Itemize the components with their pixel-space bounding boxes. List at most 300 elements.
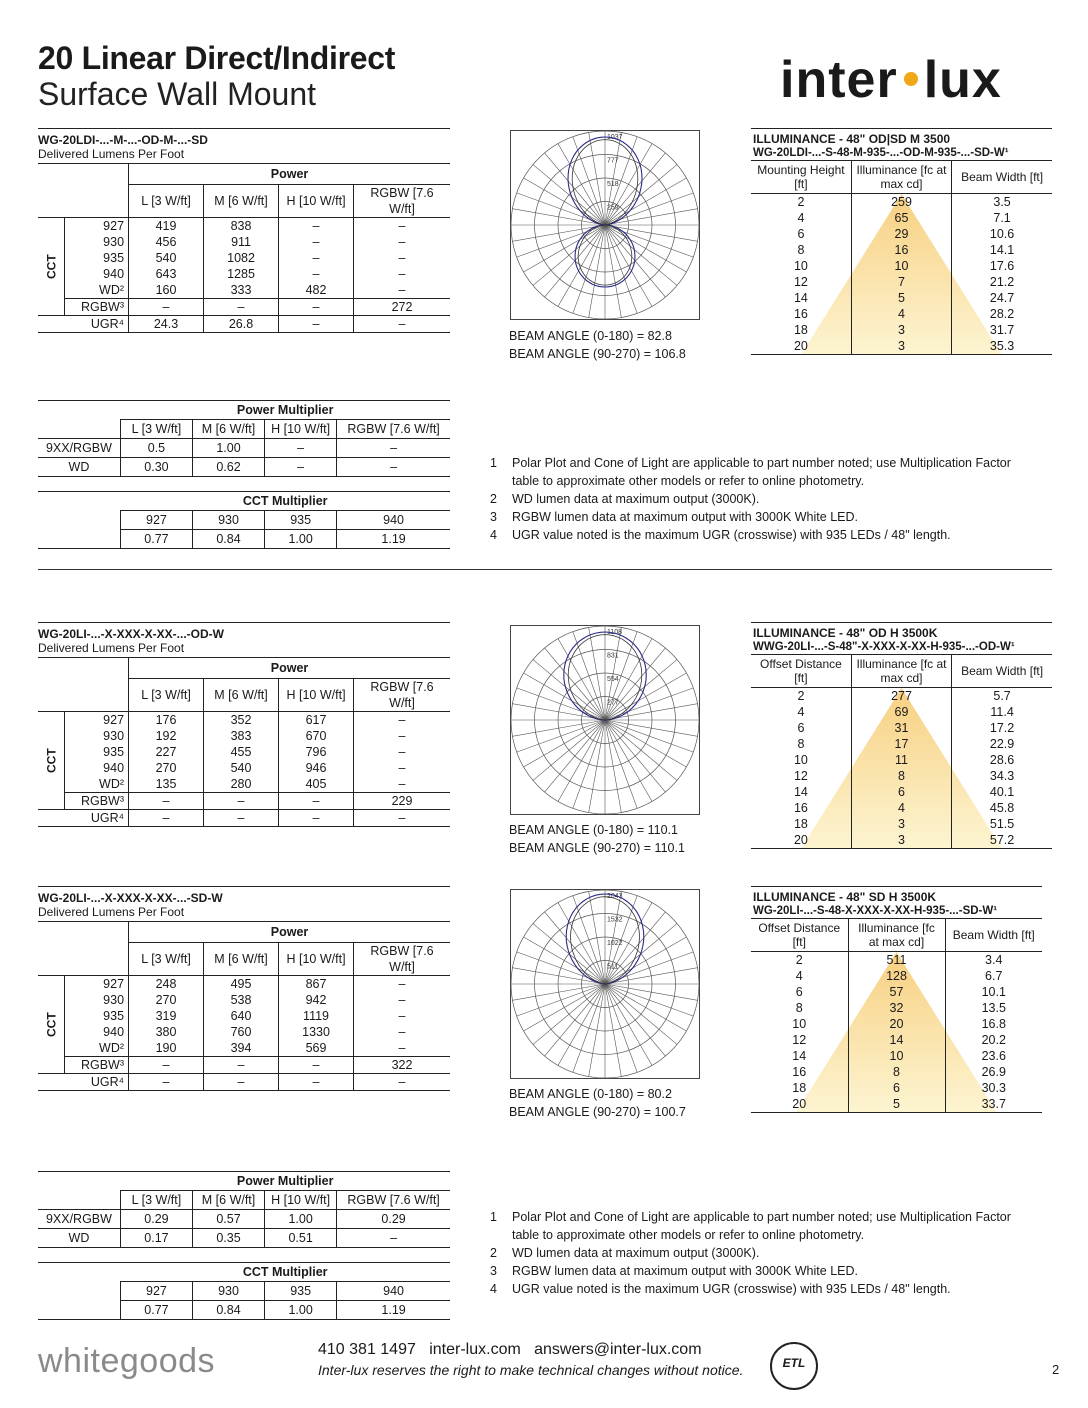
cell: 18: [792, 1081, 807, 1095]
table-row: [38, 760, 450, 776]
table-row: [751, 226, 1052, 242]
cell: 11: [851, 752, 951, 768]
table-row: [38, 1057, 450, 1074]
footnote-text: WD lumen data at maximum output (3000K).: [512, 492, 760, 506]
table-subtitle: Delivered Lumens Per Foot: [38, 905, 185, 919]
table-row: [751, 290, 1052, 306]
cell: 4: [797, 705, 805, 719]
cell: 20.2: [945, 1032, 1042, 1048]
table-row: [751, 816, 1052, 832]
cell: 5: [851, 290, 951, 306]
cell: 12: [793, 769, 808, 783]
cell: –: [354, 712, 450, 729]
table-row: [751, 194, 1052, 211]
cct-value: 930: [192, 1282, 264, 1301]
cell: 270: [129, 992, 204, 1008]
cell: –: [204, 1074, 279, 1091]
column-header: Beam Width [ft]: [945, 919, 1042, 952]
cell: –: [279, 793, 354, 810]
row-label: 935: [64, 1008, 128, 1024]
cct-value: 935: [265, 1282, 337, 1301]
cell: –: [129, 1057, 204, 1074]
cell: –: [354, 744, 450, 760]
row-label: 935: [64, 744, 128, 760]
illuminance-table-od-sd: [751, 128, 1052, 355]
cell: 69: [851, 704, 951, 720]
cell: 18: [793, 323, 808, 337]
footnote: [490, 1244, 1040, 1262]
row-label: RGBW³: [64, 299, 128, 316]
power-multiplier-title: Power Multiplier: [120, 401, 450, 420]
row-label: 927: [64, 976, 128, 993]
cct-multiplier: 1.00: [265, 530, 337, 549]
table-row: [751, 242, 1052, 258]
cell: –: [354, 992, 450, 1008]
cell: 40.1: [952, 784, 1052, 800]
table-header: [38, 622, 450, 655]
cell: 3: [851, 832, 951, 849]
row-label: 927: [64, 218, 128, 235]
cell: 229: [354, 793, 450, 810]
cell: 28.2: [952, 306, 1052, 322]
cell: 511: [848, 952, 945, 969]
column-header: L [3 W/ft]: [129, 943, 204, 976]
multiplier-tables-sd: [38, 1171, 450, 1320]
cell: 405: [279, 776, 354, 793]
footnotes-bottom: [490, 1208, 1040, 1298]
cell: 867: [279, 976, 354, 993]
cell: –: [337, 1229, 450, 1248]
row-label: 940: [64, 1024, 128, 1040]
footnotes-top: [490, 454, 1040, 544]
cct-multiplier-title: CCT Multiplier: [120, 1263, 450, 1282]
cell: 0.51: [265, 1229, 337, 1248]
cell: –: [265, 458, 337, 477]
table-row: [38, 1008, 450, 1024]
cell: 1.00: [192, 439, 264, 458]
footnote: [490, 490, 1040, 508]
table-row: [751, 952, 1042, 969]
section-divider: [38, 569, 1052, 570]
cell: 20: [792, 1097, 807, 1111]
cell: 8: [795, 1001, 803, 1015]
cell: 16: [792, 1065, 807, 1079]
table-row: [751, 1016, 1042, 1032]
cell: 482: [279, 282, 354, 299]
footnote-text: UGR value noted is the maximum UGR (crosswise) with 935 LEDs / 48" length.: [512, 1282, 951, 1296]
footnote-number: 4: [490, 528, 497, 542]
beam-angles-od: [509, 821, 685, 857]
cell: 322: [354, 1057, 450, 1074]
column-header: Offset Distance [ft]: [758, 921, 841, 949]
cell: 14: [793, 291, 808, 305]
table-row: [38, 1229, 450, 1248]
cct-value: 927: [120, 511, 192, 530]
model-number: WG-20LI-...-X-XXX-X-XX-...-OD-W: [38, 627, 224, 641]
cct-multiplier-table: [38, 1262, 450, 1320]
cell: 17: [851, 736, 951, 752]
cell: 280: [204, 776, 279, 793]
cell: –: [354, 810, 450, 827]
row-label: 9XX/RGBW: [45, 1212, 112, 1226]
cell: 6: [797, 721, 805, 735]
cell: 248: [129, 976, 204, 993]
cell: –: [354, 1040, 450, 1057]
row-label: 930: [64, 992, 128, 1008]
beam-angle-0-180: BEAM ANGLE (0-180) = 80.2: [509, 1087, 672, 1101]
cell: 946: [279, 760, 354, 776]
cct-value: 940: [337, 1282, 450, 1301]
cell: 455: [204, 744, 279, 760]
cell: 31.7: [952, 322, 1052, 338]
row-label: UGR⁴: [64, 316, 128, 333]
polar-scale-label: 518: [607, 181, 619, 188]
cell: 16: [793, 307, 808, 321]
logo-dot-icon: [904, 72, 918, 86]
cell: 569: [279, 1040, 354, 1057]
table-row: [751, 1048, 1042, 1064]
column-header: Mounting Height [ft]: [757, 163, 845, 191]
table-row: [38, 976, 450, 993]
cell: –: [354, 234, 450, 250]
cell: 35.3: [952, 338, 1052, 355]
cell: 227: [129, 744, 204, 760]
footnote-number: 1: [490, 456, 497, 470]
cell: –: [129, 299, 204, 316]
cct-label: CCT: [38, 976, 64, 1074]
cell: 190: [129, 1040, 204, 1057]
row-label: RGBW³: [64, 793, 128, 810]
column-header: H [10 W/ft]: [279, 679, 354, 712]
illuminance-header: [751, 887, 1042, 918]
footnote-number: 3: [490, 510, 497, 524]
cct-label: CCT: [38, 218, 64, 316]
row-label: 940: [64, 266, 128, 282]
cell: 65: [851, 210, 951, 226]
cell: 540: [204, 760, 279, 776]
cell: 6.7: [945, 968, 1042, 984]
table-row: [38, 1024, 450, 1040]
table-row: [38, 810, 450, 827]
cell: 51.5: [952, 816, 1052, 832]
polar-candela-plot: [510, 889, 700, 1079]
footnote-text: Polar Plot and Cone of Light are applicable to part number noted; use Multiplication Factor table to approximate other models or refer to online photometry.: [512, 456, 1011, 488]
beam-angle-90-270: BEAM ANGLE (90-270) = 100.7: [509, 1105, 686, 1119]
cell: –: [279, 1057, 354, 1074]
footnote: [490, 1280, 1040, 1298]
illuminance-header: [751, 623, 1052, 654]
cell: 20: [793, 339, 808, 353]
cell: 333: [204, 282, 279, 299]
cell: 1119: [279, 1008, 354, 1024]
table-row: [751, 768, 1052, 784]
table-row: [38, 439, 450, 458]
cell: 838: [204, 218, 279, 235]
cell: 0.29: [120, 1210, 192, 1229]
table-row: [38, 250, 450, 266]
cell: –: [354, 776, 450, 793]
illuminance-title: ILLUMINANCE - 48" SD H 3500K: [753, 890, 937, 904]
page-number: 2: [1052, 1362, 1060, 1377]
illuminance-model: WWG-20LI-...-S-48"-X-XXX-X-XX-H-935-...-OD-W¹: [753, 641, 1015, 653]
cell: 28.6: [952, 752, 1052, 768]
polar-scale-label: 1108: [607, 629, 623, 636]
polar-scale-label: 2043: [607, 893, 623, 900]
cell: 2: [797, 195, 805, 209]
cell: –: [279, 234, 354, 250]
cell: 495: [204, 976, 279, 993]
etl-certification-icon: [770, 1342, 818, 1390]
cell: 6: [848, 1080, 945, 1096]
table-row: [38, 316, 450, 333]
row-label: 927: [64, 712, 128, 729]
column-header: Illuminance [fc at max cd]: [848, 919, 945, 952]
row-label: 935: [64, 250, 128, 266]
table-subtitle: Delivered Lumens Per Foot: [38, 641, 185, 655]
cell: 8: [797, 243, 805, 257]
column-header: RGBW [7.6 W/ft]: [354, 185, 450, 218]
cct-multiplier: 0.84: [192, 530, 264, 549]
table-row: [751, 704, 1052, 720]
cct-value: 930: [192, 511, 264, 530]
cell: –: [129, 1074, 204, 1091]
cell: 30.3: [945, 1080, 1042, 1096]
cell: 5: [848, 1096, 945, 1113]
lumens-grid: [38, 657, 450, 827]
column-header: M [6 W/ft]: [204, 185, 279, 218]
cell: 23.6: [945, 1048, 1042, 1064]
illuminance-table-sd: [751, 886, 1042, 1113]
table-row: [751, 800, 1052, 816]
power-header: Power: [129, 658, 450, 679]
column-header: H [10 W/ft]: [279, 185, 354, 218]
cell: 16: [793, 801, 808, 815]
cell: 6: [851, 784, 951, 800]
power-header: Power: [129, 164, 450, 185]
table-row: [751, 784, 1052, 800]
cell: 277: [851, 688, 951, 705]
power-multiplier-table: [38, 400, 450, 477]
table-row: [38, 458, 450, 477]
column-header: H [10 W/ft]: [279, 943, 354, 976]
table-row: [38, 1074, 450, 1091]
cell: 176: [129, 712, 204, 729]
cell: 16.8: [945, 1016, 1042, 1032]
polar-scale-label: 277: [607, 699, 619, 707]
column-header: Beam Width [ft]: [952, 655, 1052, 688]
table-row: [751, 832, 1052, 849]
polar-scale-label: 511: [607, 963, 619, 971]
cell: 11.4: [952, 704, 1052, 720]
table-row: [38, 793, 450, 810]
table-row: [751, 968, 1042, 984]
footnote-text: RGBW lumen data at maximum output with 3000K White LED.: [512, 1264, 858, 1278]
column-header: Beam Width [ft]: [952, 161, 1052, 194]
cell: 2: [797, 689, 805, 703]
cell: 270: [129, 760, 204, 776]
cell: 12: [792, 1033, 807, 1047]
logo-left: inter: [780, 51, 898, 109]
table-row: [38, 218, 450, 235]
cct-multiplier: 0.84: [192, 1301, 264, 1320]
beam-angles-od-sd: [509, 327, 686, 363]
cell: –: [354, 1008, 450, 1024]
cell: 5.7: [952, 688, 1052, 705]
power-multiplier-title: Power Multiplier: [120, 1172, 450, 1191]
table-row: [38, 992, 450, 1008]
cct-multiplier-title: CCT Multiplier: [120, 492, 450, 511]
cell: 7: [851, 274, 951, 290]
model-number: WG-20LDI-...-M-...-OD-M-...-SD: [38, 133, 208, 147]
footnote: [490, 1262, 1040, 1280]
cell: 8: [797, 737, 805, 751]
table-row: [751, 258, 1052, 274]
cell: 10.6: [952, 226, 1052, 242]
footnote-text: Polar Plot and Cone of Light are applicable to part number noted; use Multiplication Factor table to approximate other models or refer to online photometry.: [512, 1210, 1011, 1242]
power-multiplier-table: [38, 1171, 450, 1248]
cell: –: [204, 299, 279, 316]
cell: 45.8: [952, 800, 1052, 816]
cell: 14: [792, 1049, 807, 1063]
row-label: UGR⁴: [64, 810, 128, 827]
row-label: UGR⁴: [64, 1074, 128, 1091]
polar-scale-label: 1532: [607, 916, 623, 924]
cell: 20: [793, 833, 808, 847]
column-header: RGBW [7.6 W/ft]: [337, 1191, 450, 1210]
polar-scale-label: 1022: [607, 940, 623, 947]
lumens-table-od: [38, 622, 450, 827]
cell: 540: [129, 250, 204, 266]
cell: 3.5: [952, 194, 1052, 211]
column-header: H [10 W/ft]: [265, 420, 337, 439]
cell: –: [279, 299, 354, 316]
column-header: L [3 W/ft]: [129, 679, 204, 712]
lumens-table-sd: [38, 886, 450, 1091]
cell: 10: [793, 753, 808, 767]
cell: 4: [795, 969, 803, 983]
footnote: [490, 508, 1040, 526]
cell: 942: [279, 992, 354, 1008]
cell: –: [354, 250, 450, 266]
footnote-number: 3: [490, 1264, 497, 1278]
cell: –: [354, 1074, 450, 1091]
polar-plot-od: [510, 625, 700, 815]
cell: –: [279, 810, 354, 827]
contact-line: 410 381 1497 inter-lux.com answers@inter-lux.com: [318, 1341, 702, 1358]
cct-value: 940: [337, 511, 450, 530]
footnote-number: 2: [490, 492, 497, 506]
beam-angle-90-270: BEAM ANGLE (90-270) = 106.8: [509, 347, 686, 361]
cell: –: [129, 810, 204, 827]
cell: 796: [279, 744, 354, 760]
footnote: [490, 526, 1040, 544]
cell: 6: [797, 227, 805, 241]
table-row: [38, 266, 450, 282]
cell: –: [204, 793, 279, 810]
cct-multiplier: 1.19: [337, 1301, 450, 1320]
cct-label: CCT: [38, 712, 64, 810]
cell: 24.7: [952, 290, 1052, 306]
logo-right: lux: [923, 51, 1002, 109]
table-row: [38, 776, 450, 793]
cell: 319: [129, 1008, 204, 1024]
cell: 32: [848, 1000, 945, 1016]
table-row: [38, 744, 450, 760]
cell: –: [204, 810, 279, 827]
cell: 640: [204, 1008, 279, 1024]
column-header: M [6 W/ft]: [204, 679, 279, 712]
table-row: [38, 299, 450, 316]
illuminance-table-od: [751, 622, 1052, 849]
column-header: L [3 W/ft]: [129, 185, 204, 218]
polar-candela-plot: [510, 130, 700, 320]
table-row: [751, 274, 1052, 290]
cell: 911: [204, 234, 279, 250]
cell: 2: [795, 953, 803, 967]
cell: –: [279, 250, 354, 266]
table-row: [751, 210, 1052, 226]
beam-angle-90-270: BEAM ANGLE (90-270) = 110.1: [509, 841, 685, 855]
beam-angle-0-180: BEAM ANGLE (0-180) = 110.1: [509, 823, 678, 837]
cell: 17.2: [952, 720, 1052, 736]
table-row: [751, 1032, 1042, 1048]
page-title: 20 Linear Direct/Indirect: [38, 40, 396, 76]
cell: 14: [793, 785, 808, 799]
cell: 670: [279, 728, 354, 744]
polar-plot-sd: [510, 889, 700, 1079]
cell: 352: [204, 712, 279, 729]
table-row: [751, 322, 1052, 338]
illuminance-title: ILLUMINANCE - 48" OD|SD M 3500: [753, 132, 951, 146]
cell: 57: [848, 984, 945, 1000]
cct-multiplier: 1.19: [337, 530, 450, 549]
cell: 0.17: [120, 1229, 192, 1248]
cell: 3: [851, 322, 951, 338]
row-label: RGBW³: [64, 1057, 128, 1074]
footnote-text: UGR value noted is the maximum UGR (crosswise) with 935 LEDs / 48" length.: [512, 528, 951, 542]
polar-candela-plot: [510, 625, 700, 815]
cell: 10: [848, 1048, 945, 1064]
cell: 1285: [204, 266, 279, 282]
table-row: [751, 306, 1052, 322]
column-header: M [6 W/ft]: [192, 1191, 264, 1210]
cell: –: [204, 1057, 279, 1074]
row-label: WD²: [64, 1040, 128, 1057]
polar-scale-label: 554: [607, 676, 619, 683]
cell: 3: [851, 338, 951, 355]
illuminance-model: WG-20LI-...-S-48-X-XXX-X-XX-H-935-...-SD-W¹: [753, 905, 998, 917]
cell: 3.4: [945, 952, 1042, 969]
cell: 760: [204, 1024, 279, 1040]
row-label: 930: [64, 234, 128, 250]
column-header: Illuminance [fc at max cd]: [851, 655, 951, 688]
cell: 1082: [204, 250, 279, 266]
cell: 22.9: [952, 736, 1052, 752]
power-header: Power: [129, 922, 450, 943]
cell: 192: [129, 728, 204, 744]
column-header: RGBW [7.6 W/ft]: [354, 943, 450, 976]
cell: 8: [851, 768, 951, 784]
column-header: RGBW [7.6 W/ft]: [337, 420, 450, 439]
cell: 14.1: [952, 242, 1052, 258]
cell: 128: [848, 968, 945, 984]
column-header: Illuminance [fc at max cd]: [851, 161, 951, 194]
cell: 3: [851, 816, 951, 832]
column-header: L [3 W/ft]: [120, 420, 192, 439]
cell: 0.29: [337, 1210, 450, 1229]
polar-scale-label: 1037: [607, 134, 623, 141]
column-header: L [3 W/ft]: [120, 1191, 192, 1210]
